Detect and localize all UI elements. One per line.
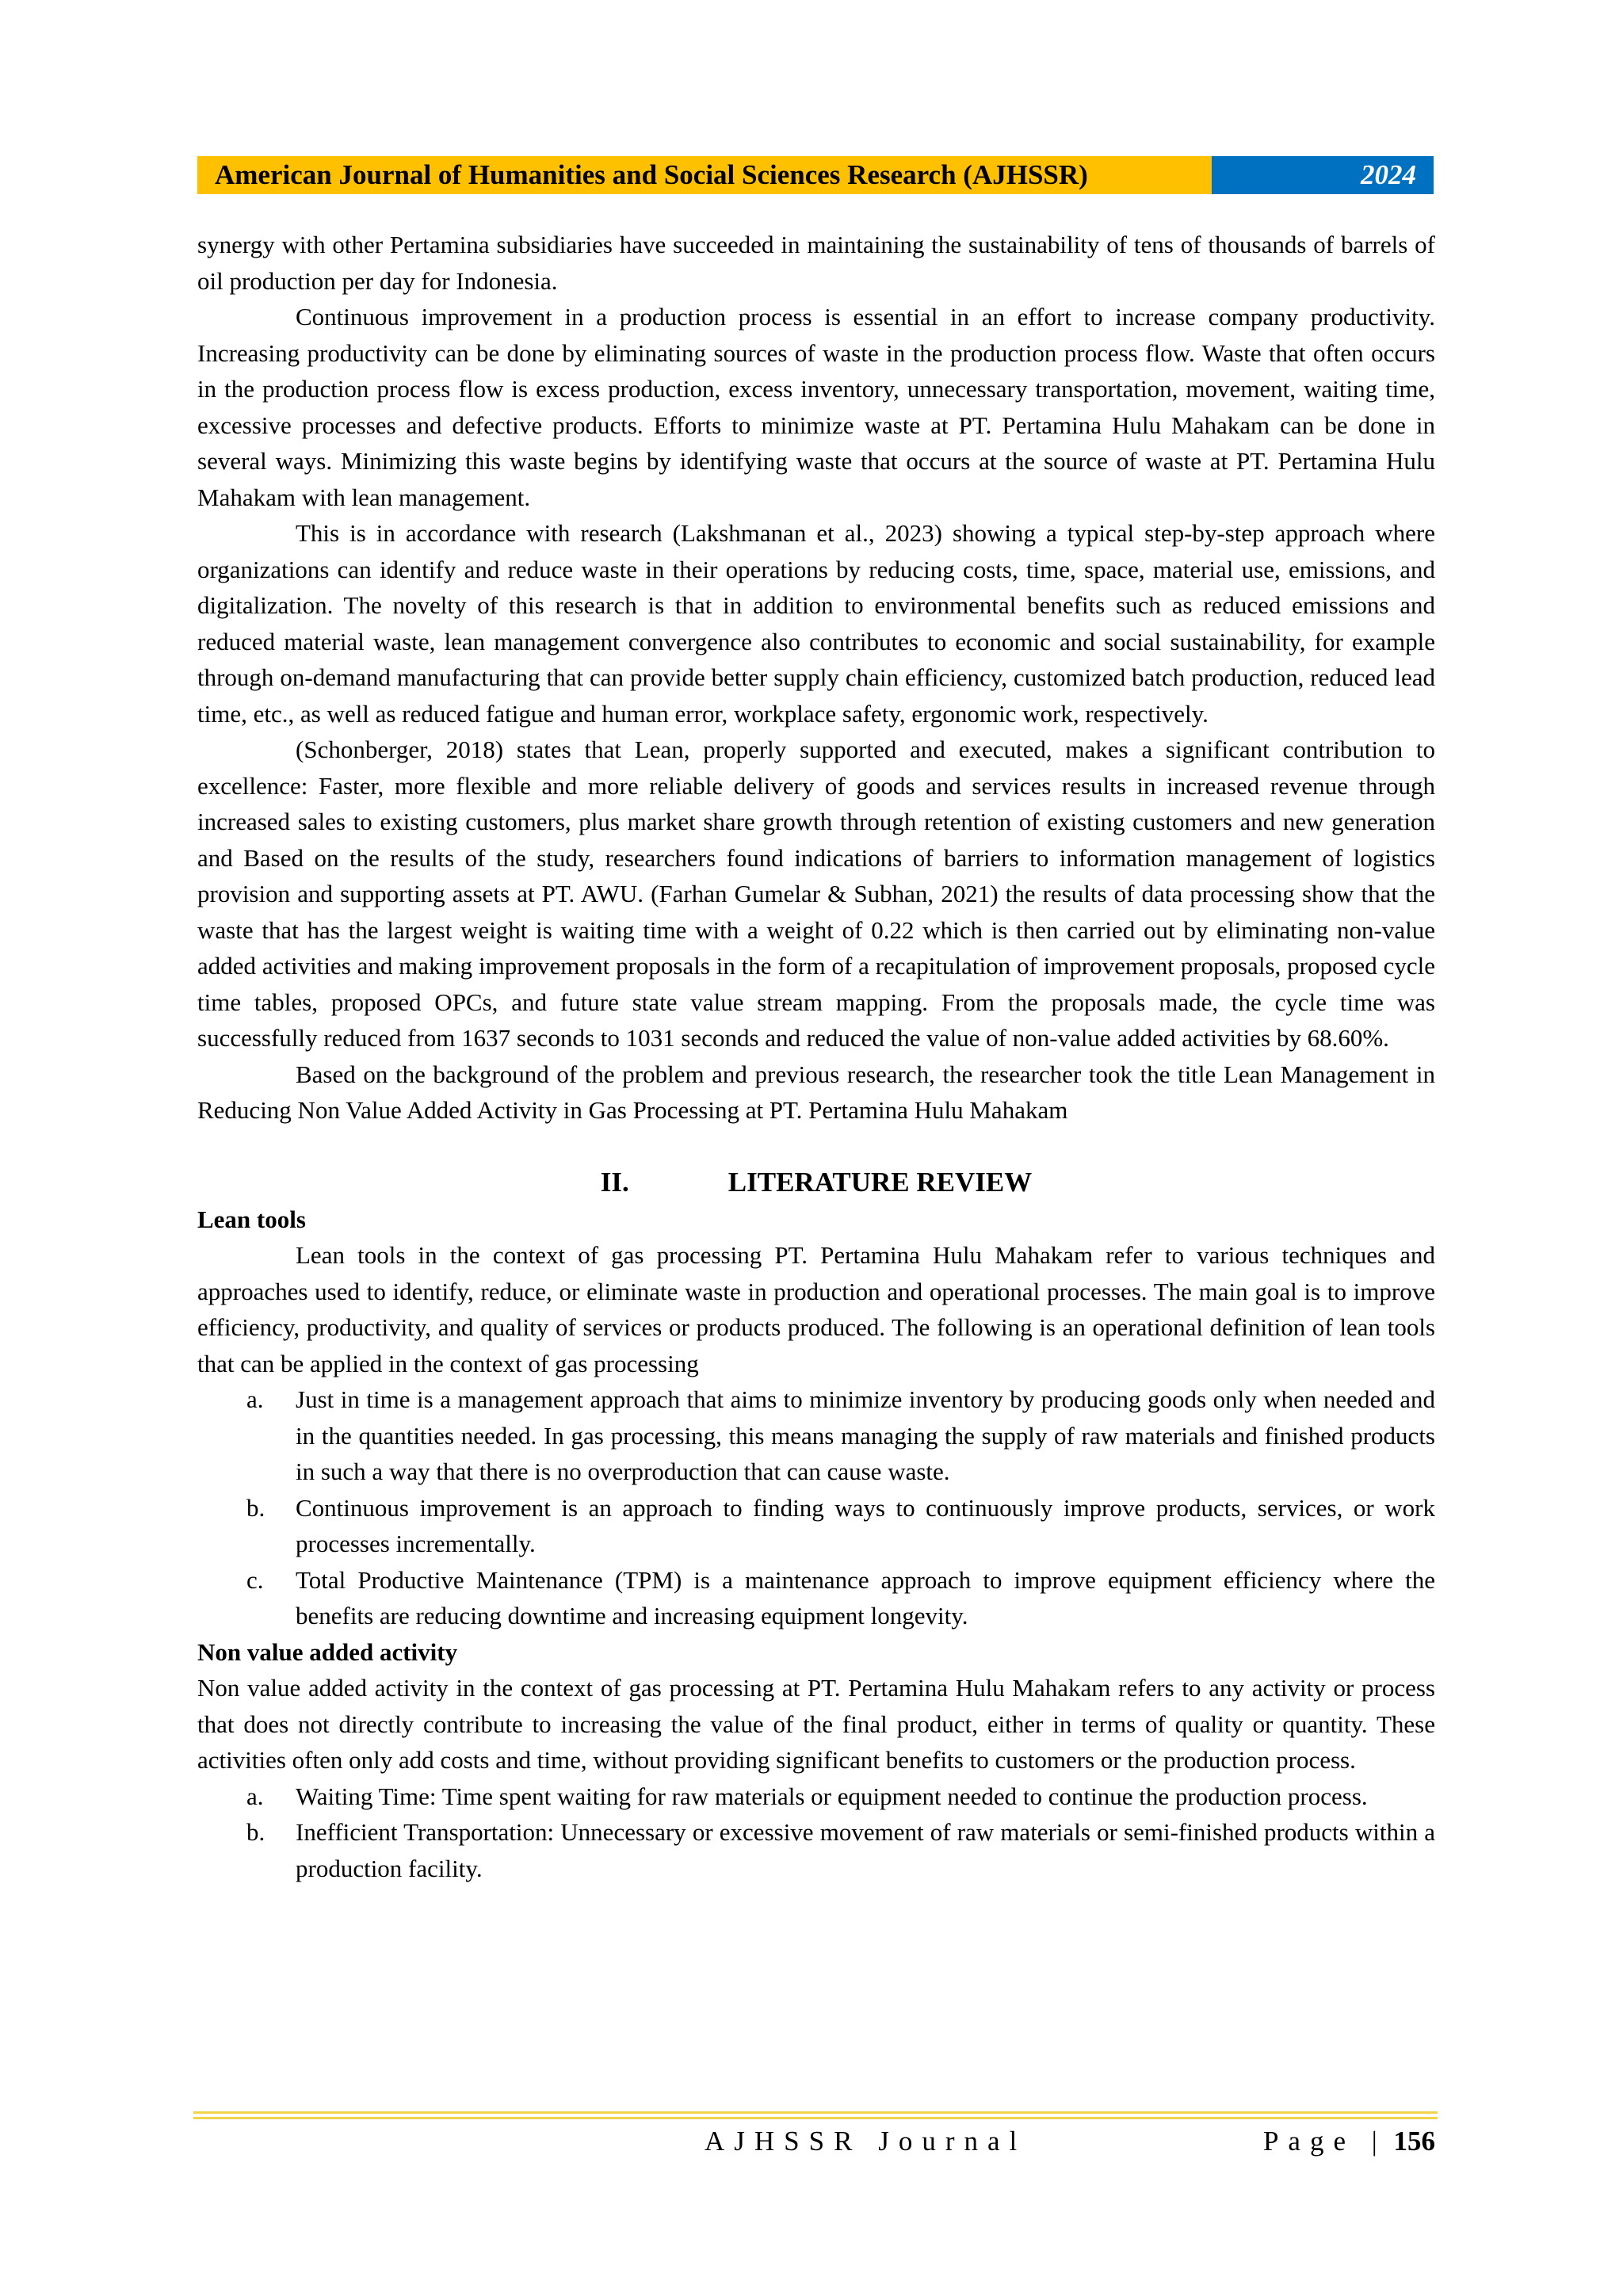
list-item-text: Just in time is a management approach that aims to minimize inventory by producing goods only when needed and in the quantities needed. In gas processing, this means managing the supply of raw materials and finished products in such a way that there is no overproduction that can cause waste. bbox=[296, 1385, 1435, 1485]
section-number: II. bbox=[600, 1166, 629, 1198]
list-item bbox=[197, 1381, 1435, 1490]
page-label: Page | bbox=[1262, 2126, 1387, 2157]
footer-divider bbox=[193, 2111, 1438, 2119]
paragraph: Based on the background of the problem and previous research, the researcher took the title Lean Management in Reducing Non Value Added Activity in Gas Processing at PT. Pertamina Hulu Mahakam bbox=[197, 1060, 1435, 1124]
section-heading bbox=[197, 1163, 1435, 1201]
paragraph: This is in accordance with research (Lakshmanan et al., 2023) showing a typical step-by-step approach where organizations can identify and reduce waste in their operations by reducing costs, time, space, material use, emissions, and digitalization. The novelty of this research is that in addition to environmental benefits such as reduced emissions and reduced material waste, lean management convergence also contributes to economic and social sustainability, for example through on-demand manufacturing that can provide better supply chain efficiency, customized batch production, reduced lead time, etc., as well as reduced fatigue and human error, workplace safety, ergonomic work, respectively. bbox=[197, 519, 1435, 728]
non-value-added-list bbox=[197, 1778, 1435, 1887]
subheading-lean-tools: Lean tools bbox=[197, 1205, 306, 1233]
paragraph: (Schonberger, 2018) states that Lean, properly supported and executed, makes a significant contribution to excellence: Faster, more flexible and more reliable delivery of goods and services results in increased revenue through increased sales to existing customers, plus market share growth through retention of existing customers and new generation and Based on the results of the study, researchers found indications of barriers to information management of logistics provision and supporting assets at PT. AWU. (Farhan Gumelar & Subhan, 2021) the results of data processing show that the waste that has the largest weight is waiting time with a weight of 0.22 which is then carried out by eliminating non-value added activities and making improvement proposals in the form of a recapitulation of improvement proposals, proposed cycle time tables, proposed OPCs, and future state value stream mapping. From the proposals made, the cycle time was successfully reduced from 1637 seconds to 1031 seconds and reduced the value of non-value added activities by 68.60%. bbox=[197, 735, 1435, 1052]
subheading-non-value-added: Non value added activity bbox=[197, 1637, 458, 1666]
list-marker: b. bbox=[246, 1493, 265, 1522]
page-content bbox=[197, 227, 1435, 1886]
paragraph-continuation: synergy with other Pertamina subsidiaries have succeeded in maintaining the sustainability of tens of thousands of barrels of oil production per day for Indonesia. bbox=[197, 231, 1435, 295]
list-marker: a. bbox=[246, 1385, 264, 1413]
list-item bbox=[197, 1814, 1435, 1886]
list-item bbox=[197, 1778, 1435, 1815]
list-item bbox=[197, 1562, 1435, 1634]
lean-tools-list bbox=[197, 1381, 1435, 1634]
list-marker: c. bbox=[246, 1565, 264, 1594]
journal-year: 2024 bbox=[1212, 156, 1434, 194]
paragraph: Lean tools in the context of gas processing PT. Pertamina Hulu Mahakam refer to various techniques and approaches used to identify, reduce, or eliminate waste in production and operational processes. The main goal is to improve efficiency, productivity, and quality of services or products produced. The following is an operational definition of lean tools that can be applied in the context of gas processing bbox=[197, 1241, 1435, 1377]
journal-title: American Journal of Humanities and Social Sciences Research (AJHSSR) bbox=[197, 156, 1212, 194]
list-item-text: Continuous improvement is an approach to finding ways to continuously improve products, services, or work processes incrementally. bbox=[296, 1493, 1435, 1557]
list-item-text: Total Productive Maintenance (TPM) is a maintenance approach to improve equipment efficiency where the benefits are reducing downtime and increasing equipment longevity. bbox=[296, 1565, 1435, 1629]
page-footer bbox=[197, 2122, 1435, 2161]
list-marker: b. bbox=[246, 1818, 265, 1846]
paragraph: Non value added activity in the context of gas processing at PT. Pertamina Hulu Mahakam refers to any activity or process that does not directly contribute to increasing the value of the final product, either in terms of quality or quantity. These activities often only add costs and time, without providing significant benefits to customers or the production process. bbox=[197, 1674, 1435, 1774]
footer-page-number bbox=[1263, 2122, 1435, 2161]
section-title: LITERATURE REVIEW bbox=[727, 1166, 1033, 1198]
list-item bbox=[197, 1490, 1435, 1562]
list-item-text: Inefficient Transportation: Unnecessary or excessive movement of raw materials or semi-finished products within a production facility. bbox=[296, 1818, 1435, 1882]
list-marker: a. bbox=[246, 1782, 264, 1810]
journal-header bbox=[197, 156, 1434, 194]
paragraph: Continuous improvement in a production process is essential in an effort to increase company productivity. Increasing productivity can be done by eliminating sources of waste in the production process flow. Waste that often occurs in the production process flow is excess production, excess inventory, unnecessary transportation, movement, waiting time, excessive processes and defective products. Efforts to minimize waste at PT. Pertamina Hulu Mahakam can be done in several ways. Minimizing this waste begins by identifying waste that occurs at the source of waste at PT. Pertamina Hulu Mahakam with lean management. bbox=[197, 303, 1435, 511]
footer-journal-name: AJHSSR Journal bbox=[705, 2126, 1027, 2157]
page-number: 156 bbox=[1393, 2126, 1435, 2157]
list-item-text: Waiting Time: Time spent waiting for raw materials or equipment needed to continue the production process. bbox=[296, 1782, 1368, 1810]
